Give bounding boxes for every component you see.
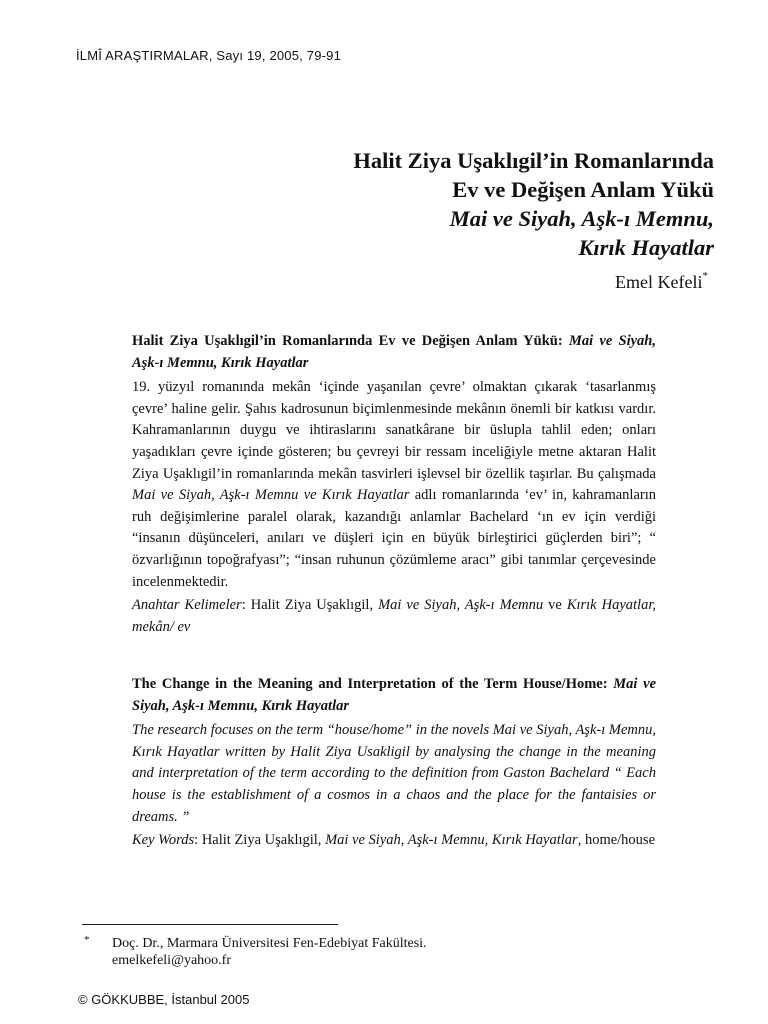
author-name-text: Emel Kefeli: [615, 272, 703, 292]
author-footnote-mark: *: [702, 270, 708, 282]
abstract-tr-body-1: 19. yüzyıl romanında mekân ‘içinde yaşanılan çevre’ olmaktan çıkarak ‘tasarlanmış çevre’ haline gelir. Şahıs kadrosunun biçimlenmesinde mekânın önemli bir katkısı vardır. Kahramanlarının duygu ve ihtiraslarını sanatkârane bir üslupla tahlil eden; onları yaşadıkları çevre içinde gösteren; bu çevreyi bir ressam inceliğiyle metne aktaran Halit Ziya Uşaklıgil’in romanlarında mekân tasvirleri işlevsel bir özellik taşırlar. Bu çalışmada: [132, 379, 656, 482]
footnote-affiliation: Doç. Dr., Marmara Üniversitesi Fen-Edebiyat Fakültesi.: [112, 936, 427, 951]
keywords-en-2: , home/house: [577, 832, 656, 849]
footnote-divider: [82, 924, 338, 925]
keywords-en-italic: Mai ve Siyah, Aşk-ı Memnu, Kırık Hayatlar: [325, 832, 578, 849]
abstract-en-heading-italic: Mai ve Siyah, Aşk-ı Memnu, Kırık Hayatlar: [132, 676, 657, 714]
abstract-tr-heading: [132, 331, 656, 374]
abstract-turkish: [132, 331, 656, 638]
keywords-tr-2: ve: [543, 597, 567, 614]
keywords-tr-1: : Halit Ziya Uşaklıgil,: [241, 597, 379, 614]
abstract-tr-keywords: [132, 595, 656, 638]
abstract-en-heading-text: The Change in the Meaning and Interpretation of the Term House/Home:: [132, 676, 614, 692]
title-line-1: Halit Ziya Uşaklıgil’in Romanlarında: [353, 148, 714, 173]
footnote-email[interactable]: emelkefeli@yahoo.fr: [112, 953, 232, 968]
abstract-tr-heading-text: Halit Ziya Uşaklıgil’in Romanlarında Ev ve Değişen Anlam Yükü:: [132, 333, 569, 349]
keywords-en-label: Key Words: [132, 832, 195, 849]
running-head: İLMÎ ARAŞTIRMALAR, Sayı 19, 2005, 79-91: [76, 48, 342, 63]
footnote-mark: *: [84, 934, 90, 946]
keywords-en-1: : Halit Ziya Uşaklıgil,: [194, 832, 326, 849]
title-line-2: Ev ve Değişen Anlam Yükü: [452, 177, 714, 202]
keywords-tr-italic-2: Kırık Hayatlar, mekân/ ev: [132, 597, 656, 635]
title-line-3: Mai ve Siyah, Aşk-ı Memnu,: [449, 206, 714, 231]
abstract-tr-body-italic: Mai ve Siyah, Aşk-ı Memnu ve Kırık Hayatlar: [132, 487, 410, 504]
abstract-tr-body-2: adlı romanlarında ‘ev’ in, kahramanların ruh değişimlerine paralel olarak, kazandığı anlamlar Bachelard ‘ın ev için verdiği “insanın düşünceleri, anıları ve düşleri için en büyük birleştirici güçlerden biri”; “ özvarlığının topoğrafyası”; “insan ruhunun çözümleme aracı” gibi tanımlar çerçevesinde incelenmektedir.: [132, 487, 657, 590]
title-line-4: Kırık Hayatlar: [578, 235, 714, 260]
footnote: [112, 935, 427, 969]
abstract-tr-heading-italic: Mai ve Siyah, Aşk-ı Memnu, Kırık Hayatlar: [132, 333, 656, 371]
abstract-tr-body: [132, 377, 656, 593]
article-title: [154, 146, 714, 262]
keywords-tr-label: Anahtar Kelimeler: [132, 597, 242, 614]
copyright-line: © GÖKKUBBE, İstanbul 2005: [78, 992, 250, 1007]
abstract-en-heading: [132, 674, 656, 717]
abstract-en-keywords: [132, 830, 656, 852]
keywords-tr-italic-1: Mai ve Siyah, Aşk-ı Memnu: [378, 597, 544, 614]
abstract-english: [132, 674, 656, 852]
abstract-en-body: The research focuses on the term “house/home” in the novels Mai ve Siyah, Aşk-ı Memnu, Kırık Hayatlar written by Halit Ziya Usakligil by analysing the change in the meaning and interpretation of the term according to the definition from Gaston Bachelard “ Each house is the establishment of a cosmos in a chaos and the place for the fantaisies or dreams. ”: [132, 722, 656, 825]
author-name: [615, 272, 708, 293]
